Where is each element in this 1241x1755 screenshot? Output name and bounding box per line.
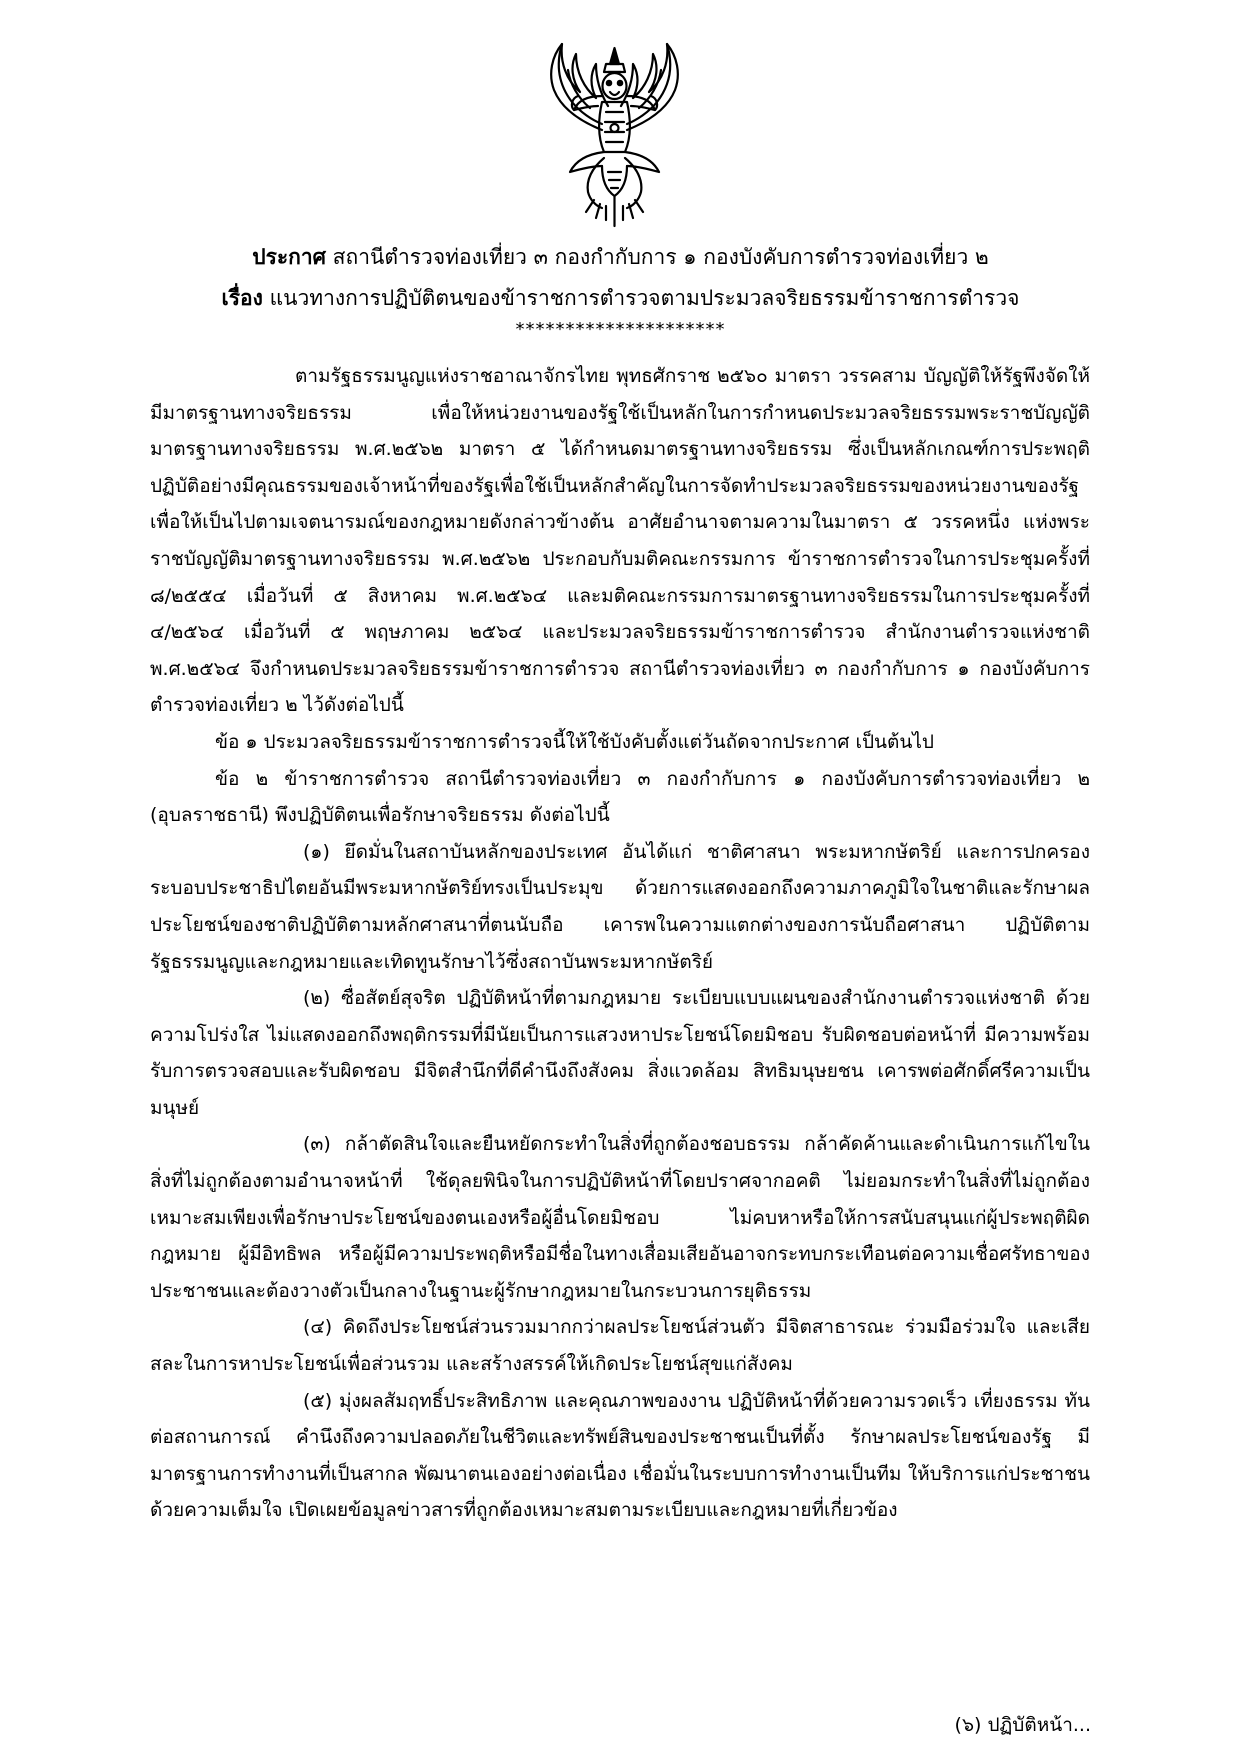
clause-item-5: (๕) มุ่งผลสัมฤทธิ์ประสิทธิภาพ และคุณภาพของงาน ปฏิบัติหน้าที่ด้วยความรวดเร็ว เที่ยงธรรม ทันต่อสถานการณ์ คำนึงถึงความปลอดภัยในชีวิตและทรัพย์สินของประชาชนเป็นที่ตั้ง รักษาผลประโยชน์ของรัฐ มีมาตรฐานการทำงานที่เป็นสากล พัฒนาตนเองอย่างต่อเนื่อง เชื่อมั่นในระบบการทำงานเป็นทีม ให้บริการแก่ประชาชนด้วยความเต็มใจ เปิดเผยข้อมูลข่าวสารที่ถูกต้องเหมาะสมตามระเบียบและกฎหมายที่เกี่ยวข้อง: [150, 1389, 1090, 1522]
subject-text: แนวทางการปฏิบัติตนของข้าราชการตำรวจตามประมวลจริยธรรมข้าราชการตำรวจ: [269, 286, 1020, 310]
preamble-paragraph: ตามรัฐธรรมนูญแห่งราชอาณาจักรไทย พุทธศักราช ๒๕๖๐ มาตรา วรรคสาม บัญญัติให้รัฐพึงจัดให้มีมาตรฐานทางจริยธรรม เพื่อให้หน่วยงานของรัฐใช้เป็นหลักในการกำหนดประมวลจริยธรรมพระราชบัญญัติมาตรฐานทางจริยธรรม พ.ศ.๒๕๖๒ มาตรา ๕ ได้กำหนดมาตรฐานทางจริยธรรม ซึ่งเป็นหลักเกณฑ์การประพฤติปฏิบัติอย่างมีคุณธรรมของเจ้าหน้าที่ของรัฐเพื่อใช้เป็นหลักสำคัญในการจัดทำประมวลจริยธรรมของหน่วยงานของรัฐเพื่อให้เป็นไปตามเจตนารมณ์ของกฎหมายดังกล่าวข้างต้น อาศัยอำนาจตามความในมาตรา ๕ วรรคหนึ่ง แห่งพระราชบัญญัติมาตรฐานทางจริยธรรม พ.ศ.๒๕๖๒ ประกอบกับมติคณะกรรมการ ข้าราชการตำรวจในการประชุมครั้งที่ ๘/๒๕๕๔ เมื่อวันที่ ๕ สิงหาคม พ.ศ.๒๕๖๔ และมติคณะกรรมการมาตรฐานทางจริยธรรมในการประชุมครั้งที่ ๔/๒๕๖๔ เมื่อวันที่ ๕ พฤษภาคม ๒๕๖๔ และประมวลจริยธรรมข้าราชการตำรวจ สำนักงานตำรวจแห่งชาติ พ.ศ.๒๕๖๔ จึงกำหนดประมวลจริยธรรมข้าราชการตำรวจ สถานีตำรวจท่องเที่ยว ๓ กองกำกับการ ๑ กองบังคับการตำรวจท่องเที่ยว ๒ ไว้ดังต่อไปนี้: [150, 365, 1090, 717]
clause-1: ข้อ ๑ ประมวลจริยธรรมข้าราชการตำรวจนี้ให้ใช้บังคับตั้งแต่วันถัดจากประกาศ เป็นต้นไป: [215, 730, 934, 753]
clause-item-3: (๓) กล้าตัดสินใจและยืนหยัดกระทำในสิ่งที่ถูกต้องชอบธรรม กล้าคัดค้านและดำเนินการแก้ไขในสิ่งที่ไม่ถูกต้องตามอำนาจหน้าที่ ใช้ดุลยพินิจในการปฏิบัติหน้าที่โดยปราศจากอคติ ไม่ยอมกระทำในสิ่งที่ไม่ถูกต้องเหมาะสมเพียงเพื่อรักษาประโยชน์ของตนเองหรือผู้อื่นโดยมิชอบ ไม่คบหาหรือให้การสนับสนุนแก่ผู้ประพฤติผิดกฎหมาย ผู้มีอิทธิพล หรือผู้มีความประพฤติหรือมีชื่อในทางเสื่อมเสียอันอาจกระทบกระเทือนต่อความเชื่อศรัทธาของประชาชนและต้องวางตัวเป็นกลางในฐานะผู้รักษากฎหมายในกระบวนการยุติธรรม: [150, 1133, 1090, 1302]
announcement-issuer: สถานีตำรวจท่องเที่ยว ๓ กองกำกับการ ๑ กองบังคับการตำรวจท่องเที่ยว ๒: [332, 245, 989, 269]
subject-line: [0, 282, 1241, 314]
document-body: [150, 358, 1090, 1529]
clause-item-2: (๒) ซื่อสัตย์สุจริต ปฏิบัติหน้าที่ตามกฎหมาย ระเบียบแบบแผนของสำนักงานตำรวจแห่งชาติ ด้วยความโปร่งใส ไม่แสดงออกถึงพฤติกรรมที่มีนัยเป็นการแสวงหาประโยชน์โดยมิชอบ รับผิดชอบต่อหน้าที่ มีความพร้อมรับการตรวจสอบและรับผิดชอบ มีจิตสำนึกที่ดีคำนึงถึงสังคม สิ่งแวดล้อม สิทธิมนุษยชน เคารพต่อศักดิ์ศรีความเป็นมนุษย์: [150, 987, 1090, 1119]
announcement-label: ประกาศ: [252, 245, 326, 269]
clause-item-1: (๑) ยึดมั่นในสถาบันหลักของประเทศ อันได้แก่ ชาติศาสนา พระมหากษัตริย์ และการปกครอง ระบอบประชาธิปไตยอันมีพระมหากษัตริย์ทรงเป็นประมุข ด้วยการแสดงออกถึงความภาคภูมิใจในชาติและรักษาผลประโยชน์ของชาติปฏิบัติตามหลักศาสนาที่ตนนับถือ เคารพในความแตกต่างของการนับถือศาสนา ปฏิบัติตามรัฐธรรมนูญและกฎหมายและเทิดทูนรักษาไว้ซึ่งสถาบันพระมหากษัตริย์: [150, 840, 1090, 973]
continuation-marker: (๖) ปฏิบัติหน้า...: [954, 1714, 1091, 1736]
garuda-emblem-icon: [532, 40, 697, 230]
clause-item-4: (๔) คิดถึงประโยชน์ส่วนรวมมากกว่าผลประโยชน์ส่วนตัว มีจิตสาธารณะ ร่วมมือร่วมใจ และเสียสละในการหาประโยชน์เพื่อส่วนรวม และสร้างสรรค์ให้เกิดประโยชน์สุขแก่สังคม: [150, 1316, 1090, 1376]
subject-label: เรื่อง: [221, 286, 263, 310]
clause-2: ข้อ ๒ ข้าราชการตำรวจ สถานีตำรวจท่องเที่ยว ๓ กองกำกับการ ๑ กองบังคับการตำรวจท่องเที่ยว ๒ (อุบลราชธานี) พึงปฏิบัติตนเพื่อรักษาจริยธรรม ดังต่อไปนี้: [150, 767, 1090, 827]
separator-line: *********************: [515, 319, 726, 340]
announcement-title: [0, 241, 1241, 273]
